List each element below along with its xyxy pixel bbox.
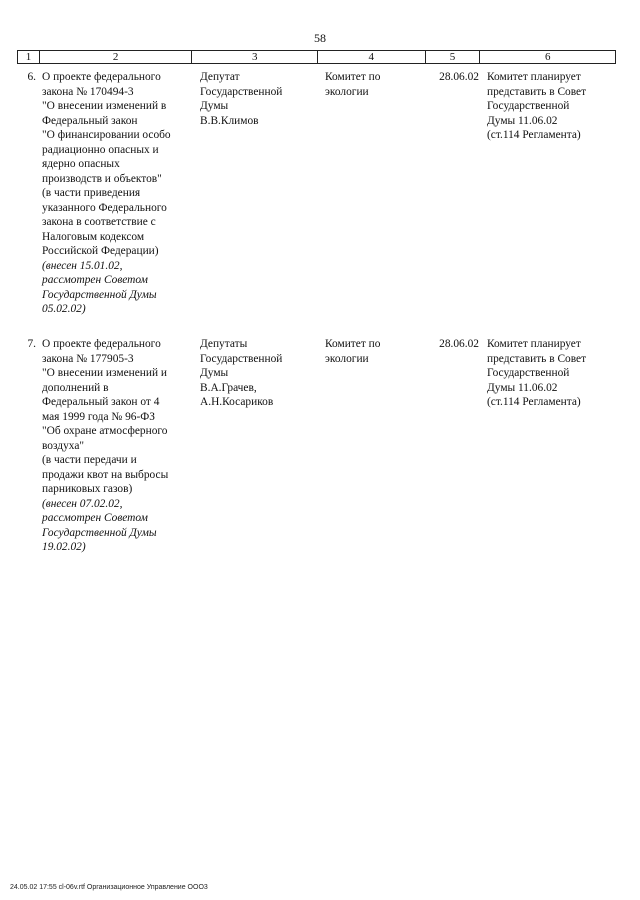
table-row [17,70,616,317]
note [481,70,616,317]
bill-title-line: ядерно опасных [42,158,120,170]
author-line: В.В.Климов [200,114,259,127]
bill-title-line: закона № 177905-3 [42,352,134,365]
bill-title-line: парниковых газов) [42,483,133,495]
bill-title-line: производств и объектов" [42,172,162,185]
header-col-2: 2 [40,51,192,63]
note-line: представить в Совет [487,352,587,365]
row-number: 6. [27,71,36,83]
bill-history-line: рассмотрен Советом [42,274,148,286]
committee [318,337,426,555]
bill-title-line: продажи квот на выбросы [42,468,169,481]
bill-title [39,337,192,555]
header-col-6: 6 [544,50,551,63]
author-line: Думы [200,100,229,112]
bill-history-line: Государственной Думы [42,288,157,301]
bill-author [192,70,318,317]
note-line: Комитет планирует [487,71,581,83]
bill-title-line: "О финансировании особо [42,129,171,141]
note-line: (ст.114 Регламента) [487,396,581,408]
note-line: представить в Совет [487,85,587,98]
document-footer: 24.05.02 17:55 cl-06v.rtf Организационное Управление ООО3 [10,884,208,891]
note [481,337,616,555]
header-col-5: 5 [426,51,481,63]
note-line: (ст.114 Регламента) [487,129,581,141]
bill-author [192,337,318,555]
note-line: Думы 11.06.02 [487,381,558,394]
note-line: Думы 11.06.02 [487,114,558,127]
bill-title-line: Федеральный закон [42,114,138,127]
note-line: Государственной [487,367,570,379]
bill-history-line: (внесен 15.01.02, [42,259,123,272]
bill-title-line: О проекте федерального [42,71,161,83]
bill-title-line: "О внесении изменений в [42,100,167,112]
bill-history-line: (внесен 07.02.02, [42,497,123,510]
bill-history-line: 19.02.02) [42,541,86,553]
committee [318,70,426,317]
header-col-1: 1 [18,51,40,63]
committee-line: экологии [325,85,369,98]
bill-title [39,70,192,317]
bill-title-line: "Об охране атмосферного [42,425,168,437]
table-row [17,337,616,555]
bill-title-line: мая 1999 года № 96-ФЗ [42,410,155,423]
bill-history-line: рассмотрен Советом [42,512,148,524]
table-header [17,50,616,64]
deadline-date: 28.06.02 [439,71,479,83]
deadline-date: 28.06.02 [439,338,479,350]
author-line: Государственной [200,85,283,98]
header-col-3: 3 [192,51,318,63]
bill-title-line: указанного Федерального [42,201,167,214]
author-line: Депутат [200,71,240,83]
bill-title-line: Налоговым кодексом [42,230,145,243]
bill-title-line: закона № 170494-3 [42,85,134,98]
row-number: 7. [27,338,36,350]
bill-title-line: Федеральный закон от 4 [42,396,160,408]
committee-line: экологии [325,352,369,365]
bill-title-line: (в части передачи и [42,454,137,466]
author-line: В.А.Грачев, [200,381,257,394]
author-line: Думы [200,367,229,379]
note-line: Государственной [487,100,570,112]
author-line: Депутаты [200,338,248,350]
note-line: Комитет планирует [487,338,581,350]
author-line: Государственной [200,352,283,365]
committee-line: Комитет по [325,338,381,350]
page-number: 58 [314,31,326,45]
bill-title-line: "О внесении изменений и [42,367,168,379]
bill-title-line: Российской Федерации) [42,245,159,257]
bill-title-line: (в части приведения [42,187,141,199]
author-line: А.Н.Косариков [200,396,274,408]
bill-title-line: закона в соответствие с [42,216,156,228]
bill-title-line: О проекте федерального [42,338,161,350]
bill-title-line: дополнений в [42,381,109,394]
committee-line: Комитет по [325,71,381,83]
header-col-4: 4 [318,51,426,63]
bill-history-line: 05.02.02) [42,303,86,315]
bill-history-line: Государственной Думы [42,526,157,539]
bill-title-line: радиационно опасных и [42,143,159,156]
bill-title-line: воздуха" [42,439,85,452]
